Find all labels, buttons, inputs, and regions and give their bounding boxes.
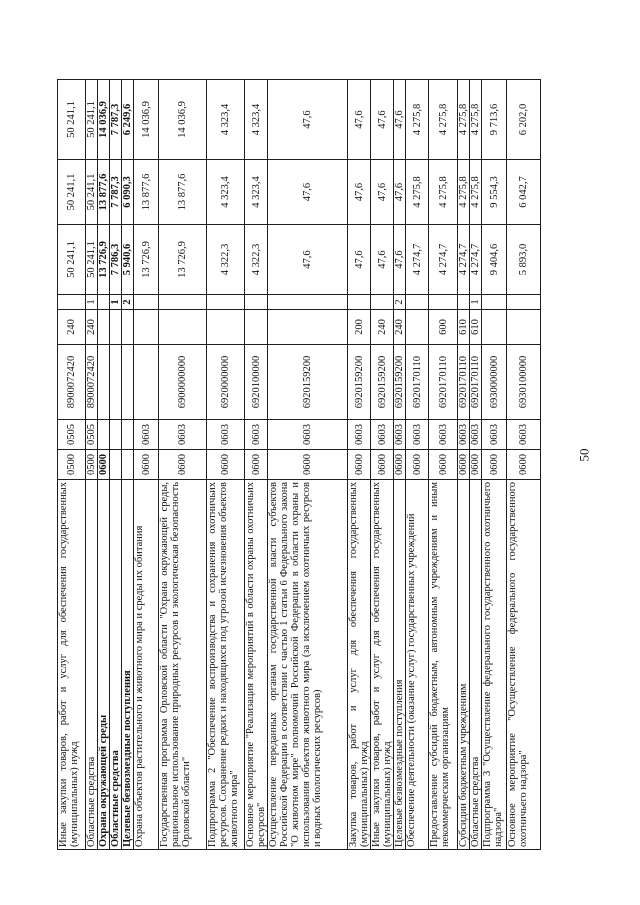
- cell-expense-type-code: [482, 310, 507, 345]
- cell-description: Государственная программа Орловской области "Охрана окружающей среды, рациональное использование природных ресурсов и экологическая безопасность Орловской области": [159, 480, 207, 850]
- cell-amount-3: 4 275,8: [458, 80, 470, 160]
- cell-expense-type-code: [110, 310, 122, 345]
- table-row: [110, 80, 122, 850]
- cell-target-article-code: [134, 345, 159, 420]
- cell-amount-2: 47,6: [371, 160, 394, 225]
- cell-expense-type-code: [207, 310, 245, 345]
- cell-section-code: 0600: [98, 450, 110, 480]
- cell-funding-source: [58, 295, 86, 310]
- cell-amount-3: 7 787,3: [110, 80, 122, 160]
- cell-section-code: 0600: [507, 450, 541, 480]
- cell-amount-2: 6 042,7: [507, 160, 541, 225]
- cell-amount-1: 4 322,3: [207, 225, 245, 295]
- cell-section-code: 0600: [470, 450, 482, 480]
- cell-amount-2: 7 787,3: [110, 160, 122, 225]
- cell-funding-source: [245, 295, 268, 310]
- cell-amount-1: 13 726,9: [159, 225, 207, 295]
- cell-target-article-code: 6920159200: [394, 345, 406, 420]
- cell-amount-1: 5 940,6: [122, 225, 134, 295]
- cell-expense-type-code: 240: [371, 310, 394, 345]
- cell-description: Подпрограмма 3 "Осуществление федерального государственного охотничьего надзора": [482, 480, 507, 850]
- cell-subsection-code: 0603: [470, 420, 482, 450]
- cell-amount-3: 50 241,1: [58, 80, 86, 160]
- cell-section-code: 0500: [58, 450, 86, 480]
- cell-funding-source: 1: [86, 295, 98, 310]
- cell-amount-1: 47,6: [348, 225, 371, 295]
- cell-expense-type-code: [507, 310, 541, 345]
- cell-target-article-code: [110, 345, 122, 420]
- cell-target-article-code: 6920000000: [207, 345, 245, 420]
- cell-target-article-code: 6920159200: [348, 345, 371, 420]
- cell-subsection-code: [122, 420, 134, 450]
- cell-amount-1: 47,6: [268, 225, 348, 295]
- cell-description: Осуществление переданных органам государственной власти субъектов Российской Федерации в соответствии с частью 1 статьи 6 Федерального закона "О животном мире" полномочий Российской Федерации в области охраны и использования объектов животного мира (за исключением охотничьих ресурсов и водных биологических ресурсов): [268, 480, 348, 850]
- cell-target-article-code: 8900072420: [86, 345, 98, 420]
- page-number: 50: [576, 448, 592, 462]
- cell-expense-type-code: [98, 310, 110, 345]
- cell-subsection-code: 0603: [406, 420, 429, 450]
- cell-funding-source: [98, 295, 110, 310]
- cell-funding-source: [458, 295, 470, 310]
- cell-expense-type-code: [134, 310, 159, 345]
- cell-section-code: [122, 450, 134, 480]
- table-row: [482, 80, 507, 850]
- cell-section-code: [110, 450, 122, 480]
- cell-section-code: 0600: [371, 450, 394, 480]
- cell-amount-2: 13 877,6: [98, 160, 110, 225]
- cell-target-article-code: 6920170110: [458, 345, 470, 420]
- cell-amount-1: 4 274,7: [429, 225, 458, 295]
- cell-subsection-code: [98, 420, 110, 450]
- cell-amount-3: 4 323,4: [245, 80, 268, 160]
- cell-description: Целевые безвозмездные поступления: [394, 480, 406, 850]
- cell-amount-3: 47,6: [371, 80, 394, 160]
- cell-section-code: 0600: [207, 450, 245, 480]
- cell-amount-2: 4 275,8: [470, 160, 482, 225]
- cell-funding-source: [134, 295, 159, 310]
- cell-description: Областные средства: [470, 480, 482, 850]
- cell-amount-2: 4 323,4: [207, 160, 245, 225]
- cell-amount-1: 50 241,1: [86, 225, 98, 295]
- table-row: [134, 80, 159, 850]
- table-row: [122, 80, 134, 850]
- cell-amount-1: 7 786,3: [110, 225, 122, 295]
- table-row: [429, 80, 458, 850]
- cell-amount-3: 4 275,8: [470, 80, 482, 160]
- cell-funding-source: [507, 295, 541, 310]
- cell-funding-source: 2: [122, 295, 134, 310]
- table-row: [86, 80, 98, 850]
- table-row: [98, 80, 110, 850]
- cell-expense-type-code: [245, 310, 268, 345]
- cell-target-article-code: 6920170110: [470, 345, 482, 420]
- cell-target-article-code: [122, 345, 134, 420]
- cell-amount-1: 47,6: [394, 225, 406, 295]
- cell-description: Охрана объектов растительного и животного мира и среды их обитания: [134, 480, 159, 850]
- cell-target-article-code: [98, 345, 110, 420]
- cell-amount-3: 14 036,9: [98, 80, 110, 160]
- cell-amount-2: 9 554,3: [482, 160, 507, 225]
- cell-amount-2: 47,6: [348, 160, 371, 225]
- cell-expense-type-code: [268, 310, 348, 345]
- cell-subsection-code: 0603: [458, 420, 470, 450]
- cell-amount-1: 13 726,9: [134, 225, 159, 295]
- cell-amount-3: 4 323,4: [207, 80, 245, 160]
- table-row: [406, 80, 429, 850]
- cell-target-article-code: 6920170110: [406, 345, 429, 420]
- cell-amount-1: 4 274,7: [406, 225, 429, 295]
- cell-section-code: 0600: [134, 450, 159, 480]
- cell-target-article-code: 6920159200: [371, 345, 394, 420]
- budget-table-body: [58, 80, 541, 850]
- table-row: [159, 80, 207, 850]
- cell-amount-3: 6 202,0: [507, 80, 541, 160]
- rotated-table-wrapper: [57, 80, 541, 850]
- cell-subsection-code: 0603: [159, 420, 207, 450]
- budget-table: [57, 79, 541, 850]
- cell-description: Закупка товаров, работ и услуг для обеспечения государственных (муниципальных) нужд: [348, 480, 371, 850]
- cell-amount-1: 50 241,1: [58, 225, 86, 295]
- cell-description: Иные закупки товаров, работ и услуг для обеспечения государственных (муниципальных) нужд: [371, 480, 394, 850]
- cell-section-code: 0500: [86, 450, 98, 480]
- cell-funding-source: [406, 295, 429, 310]
- cell-funding-source: [159, 295, 207, 310]
- cell-subsection-code: 0603: [134, 420, 159, 450]
- cell-funding-source: [371, 295, 394, 310]
- cell-amount-2: 6 090,3: [122, 160, 134, 225]
- cell-section-code: 0600: [268, 450, 348, 480]
- cell-amount-2: 13 877,6: [134, 160, 159, 225]
- cell-expense-type-code: [122, 310, 134, 345]
- cell-expense-type-code: 240: [394, 310, 406, 345]
- cell-amount-2: 4 275,8: [429, 160, 458, 225]
- cell-description: Целевые безвозмездные поступления: [122, 480, 134, 850]
- table-row: [507, 80, 541, 850]
- cell-amount-1: 13 726,9: [98, 225, 110, 295]
- cell-expense-type-code: 200: [348, 310, 371, 345]
- cell-target-article-code: 6920159200: [268, 345, 348, 420]
- cell-target-article-code: 6930100000: [507, 345, 541, 420]
- table-row: [470, 80, 482, 850]
- cell-section-code: 0600: [348, 450, 371, 480]
- cell-amount-1: 4 274,7: [470, 225, 482, 295]
- cell-description: Охрана окружающей среды: [98, 480, 110, 850]
- table-row: [348, 80, 371, 850]
- cell-amount-2: 50 241,1: [58, 160, 86, 225]
- cell-amount-3: 4 275,8: [429, 80, 458, 160]
- cell-section-code: 0600: [394, 450, 406, 480]
- cell-section-code: 0600: [458, 450, 470, 480]
- cell-amount-3: 6 249,6: [122, 80, 134, 160]
- cell-section-code: 0600: [406, 450, 429, 480]
- table-row: [268, 80, 348, 850]
- cell-section-code: 0600: [159, 450, 207, 480]
- cell-subsection-code: 0603: [207, 420, 245, 450]
- cell-description: Иные закупки товаров, работ и услуг для обеспечения государственных (муниципальных) нужд: [58, 480, 86, 850]
- cell-subsection-code: 0603: [482, 420, 507, 450]
- cell-amount-2: 13 877,6: [159, 160, 207, 225]
- cell-expense-type-code: 610: [470, 310, 482, 345]
- cell-description: Подпрограмма 2 "Обеспечение воспроизводства и сохранения охотничьих ресурсов. Сохранение редких и находящихся под угрозой исчезновения объектов животного мира": [207, 480, 245, 850]
- cell-amount-3: 4 275,8: [406, 80, 429, 160]
- table-row: [394, 80, 406, 850]
- cell-subsection-code: 0603: [371, 420, 394, 450]
- cell-expense-type-code: [406, 310, 429, 345]
- cell-target-article-code: 6930000000: [482, 345, 507, 420]
- table-row: [458, 80, 470, 850]
- cell-subsection-code: 0603: [245, 420, 268, 450]
- cell-subsection-code: 0603: [268, 420, 348, 450]
- cell-funding-source: [348, 295, 371, 310]
- cell-subsection-code: 0603: [394, 420, 406, 450]
- cell-funding-source: [482, 295, 507, 310]
- cell-subsection-code: 0603: [429, 420, 458, 450]
- cell-amount-2: 50 241,1: [86, 160, 98, 225]
- cell-description: Предоставление субсидий бюджетным, автономным учреждениям и иным некоммерческим организациям: [429, 480, 458, 850]
- cell-subsection-code: 0603: [507, 420, 541, 450]
- cell-amount-3: 9 713,6: [482, 80, 507, 160]
- cell-target-article-code: 8900072420: [58, 345, 86, 420]
- cell-amount-1: 4 322,3: [245, 225, 268, 295]
- cell-amount-3: 50 241,1: [86, 80, 98, 160]
- cell-subsection-code: 0603: [348, 420, 371, 450]
- cell-amount-3: 47,6: [394, 80, 406, 160]
- cell-subsection-code: 0505: [58, 420, 86, 450]
- table-row: [245, 80, 268, 850]
- cell-amount-3: 47,6: [348, 80, 371, 160]
- cell-amount-2: 4 323,4: [245, 160, 268, 225]
- cell-subsection-code: 0505: [86, 420, 98, 450]
- cell-description: Основное мероприятие "Осуществление федерального государственного охотничьего надзора": [507, 480, 541, 850]
- cell-funding-source: 1: [470, 295, 482, 310]
- cell-description: Основное мероприятие "Реализация мероприятий в области охраны охотничьих ресурсов": [245, 480, 268, 850]
- cell-description: Областные средства: [86, 480, 98, 850]
- cell-subsection-code: [110, 420, 122, 450]
- cell-expense-type-code: 600: [429, 310, 458, 345]
- cell-amount-1: 47,6: [371, 225, 394, 295]
- table-row: [207, 80, 245, 850]
- cell-funding-source: [268, 295, 348, 310]
- cell-amount-2: 47,6: [394, 160, 406, 225]
- cell-amount-1: 9 404,6: [482, 225, 507, 295]
- cell-description: Областные средства: [110, 480, 122, 850]
- cell-amount-3: 14 036,9: [159, 80, 207, 160]
- cell-section-code: 0600: [429, 450, 458, 480]
- cell-section-code: 0600: [482, 450, 507, 480]
- cell-target-article-code: 6900000000: [159, 345, 207, 420]
- table-row: [371, 80, 394, 850]
- cell-section-code: 0600: [245, 450, 268, 480]
- cell-funding-source: [207, 295, 245, 310]
- cell-amount-2: 47,6: [268, 160, 348, 225]
- cell-amount-2: 4 275,8: [458, 160, 470, 225]
- cell-amount-1: 4 274,7: [458, 225, 470, 295]
- cell-expense-type-code: 240: [58, 310, 86, 345]
- cell-funding-source: [429, 295, 458, 310]
- table-row: [58, 80, 86, 850]
- cell-expense-type-code: 240: [86, 310, 98, 345]
- cell-description: Обеспечение деятельности (оказание услуг) государственных учреждений: [406, 480, 429, 850]
- cell-amount-2: 4 275,8: [406, 160, 429, 225]
- cell-description: Субсидии бюджетным учреждениям: [458, 480, 470, 850]
- cell-target-article-code: 6920100000: [245, 345, 268, 420]
- cell-expense-type-code: 610: [458, 310, 470, 345]
- cell-funding-source: 2: [394, 295, 406, 310]
- cell-amount-3: 47,6: [268, 80, 348, 160]
- cell-target-article-code: 6920170110: [429, 345, 458, 420]
- cell-expense-type-code: [159, 310, 207, 345]
- cell-funding-source: 1: [110, 295, 122, 310]
- cell-amount-3: 14 036,9: [134, 80, 159, 160]
- cell-amount-1: 5 893,0: [507, 225, 541, 295]
